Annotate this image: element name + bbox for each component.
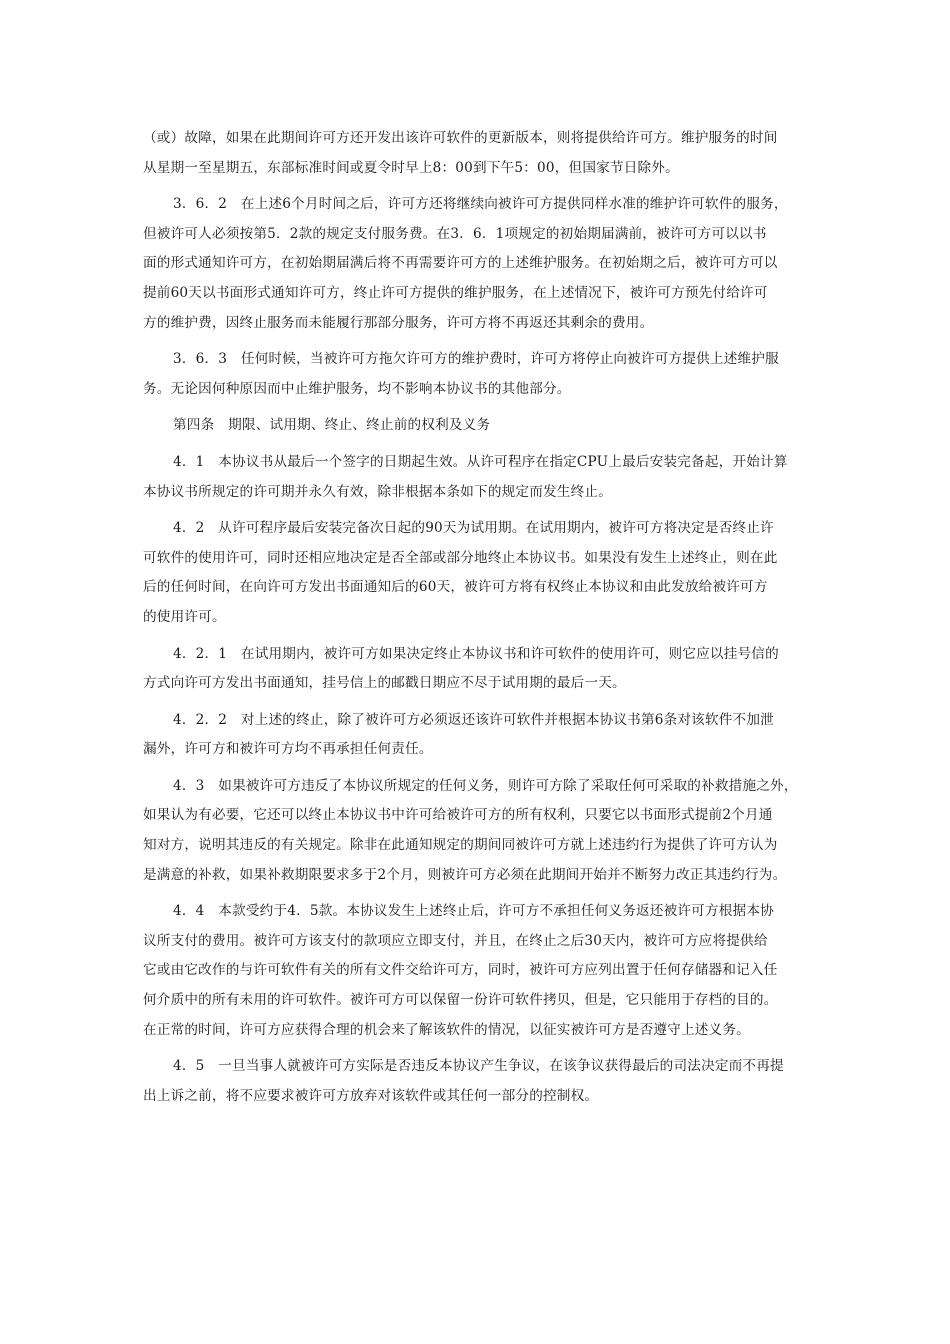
text-line: 从星期一至星期五，东部标准时间或夏令时早上8：00到下午5：00，但国家节日除外。 xyxy=(143,159,679,176)
text-line: 方的维护费，因终止服务而未能履行那部分服务，许可方将不再返还其剩余的费用。 xyxy=(143,314,654,331)
text-line: 4．2．2 对上述的终止，除了被许可方必须返还该许可软件并根据本协议书第6条对该软件不加泄 xyxy=(173,711,774,728)
text-line: 4．3 如果被许可方违反了本协议所规定的任何义务，则许可方除了采取任何可采取的补救措施之外， xyxy=(173,777,798,794)
paragraph-gap xyxy=(143,404,811,411)
paragraph-gap xyxy=(143,633,811,640)
paragraph-gap xyxy=(143,765,811,772)
paragraph xyxy=(143,345,811,404)
paragraph xyxy=(143,124,811,183)
paragraph-gap xyxy=(143,183,811,190)
text-line: 如果认为有必要，它还可以终止本协议书中许可给被许可方的所有权利，只要它以书面形式提前2个月通 xyxy=(143,807,773,824)
paragraph xyxy=(143,640,811,699)
paragraph-gap xyxy=(143,338,811,345)
text-line: 4．2 从许可程序最后安装完备次日起的90天为试用期。在试用期内，被许可方将决定是否终止许 xyxy=(173,520,774,537)
text-line: 4．2．1 在试用期内，被许可方如果决定终止本协议书和许可软件的使用许可，则它应以挂号信的 xyxy=(173,645,779,662)
text-line: 是满意的补救，如果补救期限要求多于2个月，则被许可方必须在此期间开始并不断努力改正其违约行为。 xyxy=(143,866,787,883)
text-line: 出上诉之前，将不应要求被许可方放弃对该软件或其任何一部分的控制权。 xyxy=(143,1087,599,1104)
text-line: 4．5 一旦当事人就被许可方实际是否违反本协议产生争议，在该争议获得最后的司法决定而不再提 xyxy=(173,1058,784,1075)
text-line: 务。无论因何种原因而中止维护服务，均不影响本协议书的其他部分。 xyxy=(143,380,571,397)
text-line: 议所支付的费用。被许可方该支付的款项应立即支付，并且，在终止之后30天内，被许可方应将提供给 xyxy=(143,932,768,949)
text-line: 后的任何时间，在向许可方发出书面通知后的60天，被许可方将有权终止本协议和由此发放给被许可方 xyxy=(143,579,768,596)
paragraph xyxy=(143,411,811,441)
text-line: 可软件的使用许可，同时还相应地决定是否全部或部分地终止本协议书。如果没有发生上述终止，则在此 xyxy=(143,549,778,566)
text-line: 方式向许可方发出书面通知，挂号信上的邮戳日期应不尽于试用期的最后一天。 xyxy=(143,675,626,692)
text-line: 何介质中的所有未用的许可软件。被许可方可以保留一份许可软件拷贝，但是，它只能用于存档的目的。 xyxy=(143,992,778,1009)
paragraph-gap xyxy=(143,699,811,706)
text-line: 3．6．3 任何时候，当被许可方拖欠许可方的维护费时，许可方将停止向被许可方提供上述维护服 xyxy=(173,351,779,368)
text-line: 知对方，说明其违反的有关规定。除非在此通知规定的期间同被许可方就上述违约行为提供了许可方认为 xyxy=(143,837,778,854)
text-line: （或）故障，如果在此期间许可方还开发出该许可软件的更新版本，则将提供给许可方。维护服务的时间 xyxy=(143,130,778,146)
paragraph xyxy=(143,448,811,507)
paragraph xyxy=(143,514,811,632)
paragraph xyxy=(143,897,811,1045)
paragraph xyxy=(143,706,811,765)
text-line: 在正常的时间，许可方应获得合理的机会来了解该软件的情况，以征实被许可方是否遵守上述义务。 xyxy=(143,1021,750,1038)
document-body xyxy=(143,124,811,1111)
paragraph xyxy=(143,1052,811,1111)
paragraph xyxy=(143,190,811,338)
paragraph xyxy=(143,772,811,890)
text-line: 本协议书所规定的许可期并永久有效，除非根据本条如下的规定而发生终止。 xyxy=(143,483,612,500)
text-line: 面的形式通知许可方，在初始期届满后将不再需要许可方的上述维护服务。在初始期之后，被许可方可以 xyxy=(143,255,778,272)
text-line: 漏外，许可方和被许可方均不再承担任何责任。 xyxy=(143,741,433,758)
paragraph-gap xyxy=(143,1045,811,1052)
paragraph-gap xyxy=(143,890,811,897)
text-line: 第四条 期限、试用期、终止、终止前的权利及义务 xyxy=(173,417,491,434)
paragraph-gap xyxy=(143,507,811,514)
text-line: 4．4 本款受约于4．5款。本协议发生上述终止后，许可方不承担任何义务返还被许可方根据本协 xyxy=(173,903,774,920)
paragraph-gap xyxy=(143,441,811,448)
text-line: 提前60天以书面形式通知许可方，终止许可方提供的维护服务，在上述情况下，被许可方预先付给许可 xyxy=(143,284,768,301)
text-line: 它或由它改作的与许可软件有关的所有文件交给许可方，同时，被许可方应列出置于任何存储器和记入任 xyxy=(143,962,778,979)
text-line: 3．6．2 在上述6个月时间之后，许可方还将继续向被许可方提供同样水准的维护许可软件的服务， xyxy=(173,196,788,213)
text-line: 但被许可人必须按第5．2款的规定支付服务费。在3．6．1项规定的初始期届满前，被许可方可以以书 xyxy=(143,225,767,242)
text-line: 4．1 本协议书从最后一个签字的日期起生效。从许可程序在指定CPU上最后安装完备起，开始计算 xyxy=(173,453,788,470)
text-line: 的使用许可。 xyxy=(143,608,226,625)
